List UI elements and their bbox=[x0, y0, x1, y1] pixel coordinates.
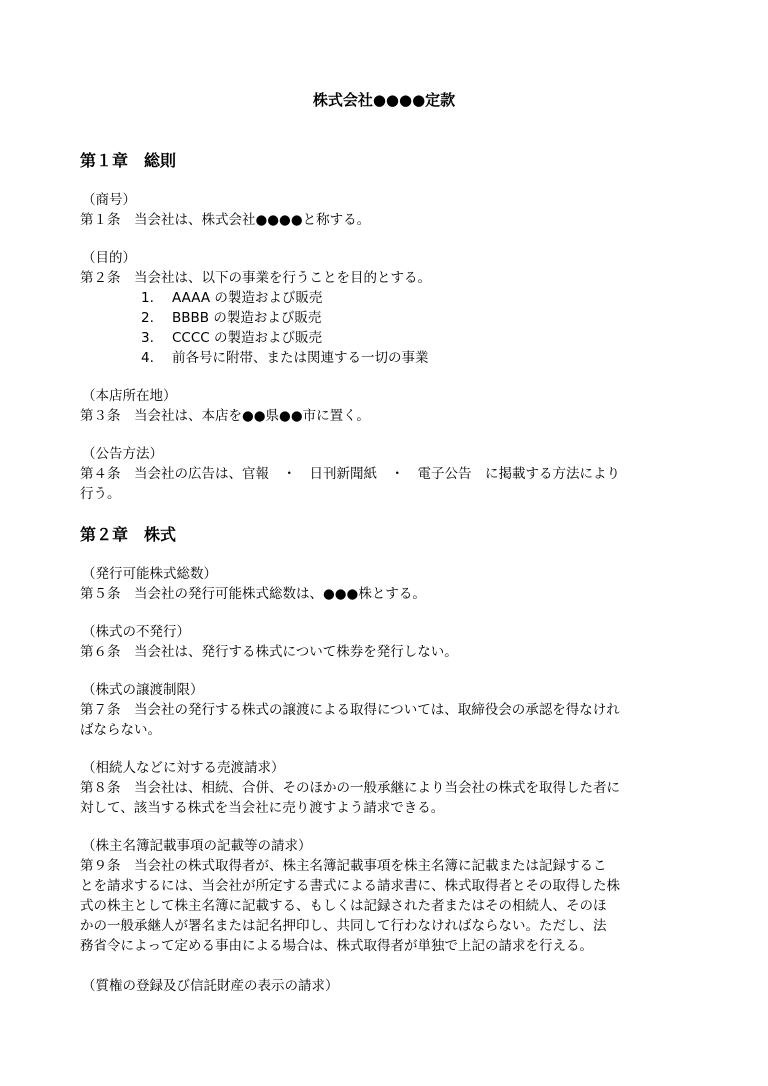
article-9-text-line: 式の株主として株主名簿に記載する、もしくは記録された者またはその相続人、そのほ bbox=[80, 898, 607, 914]
article-5-heading: （発行可能株式総数） bbox=[82, 566, 217, 582]
article-2-item bbox=[141, 308, 321, 328]
article-9-heading: （株主名簿記載事項の記載等の請求） bbox=[82, 838, 312, 854]
article-1-heading: （商号） bbox=[82, 192, 136, 208]
article-6-heading: （株式の不発行） bbox=[82, 624, 190, 640]
article-7-text-line: ばならない。 bbox=[80, 722, 161, 738]
article-3-text: 第３条 当会社は、本店を●●県●●市に置く。 bbox=[80, 408, 370, 424]
article-2-item-number: 1. bbox=[141, 290, 154, 306]
article-9-text-line: 第９条 当会社の株式取得者が、株主名簿記載事項を株主名簿に記載または記録するこ bbox=[80, 858, 607, 874]
article-8-text-line: 第８条 当会社は、相続、合併、そのほかの一般承継により当会社の株式を取得した者に bbox=[80, 780, 620, 796]
article-6-text: 第６条 当会社は、発行する株式について株券を発行しない。 bbox=[80, 644, 458, 660]
article-2-item bbox=[141, 288, 322, 308]
article-1-text: 第１条 当会社は、株式会社●●●●と称する。 bbox=[80, 212, 371, 228]
article-2-item-number: 3. bbox=[141, 330, 154, 346]
article-9-text-line: 務省令によって定める事由による場合は、株式取得者が単独で上記の請求を行える。 bbox=[80, 938, 593, 954]
article-2-item-text: 前各号に附帯、または関連する一切の事業 bbox=[172, 350, 429, 366]
article-3-heading: （本店所在地） bbox=[82, 388, 177, 404]
article-5-text: 第５条 当会社の発行可能株式総数は、●●●株とする。 bbox=[80, 586, 426, 602]
article-2-item-number: 4. bbox=[141, 350, 154, 366]
article-2-item-text: CCCC の製造および販売 bbox=[172, 330, 322, 346]
article-7-text-line: 第７条 当会社の発行する株式の譲渡による取得については、取締役会の承認を得なけれ bbox=[80, 702, 620, 718]
article-2-item bbox=[141, 348, 429, 368]
article-2-item bbox=[141, 328, 322, 348]
article-8-heading: （相続人などに対する売渡請求） bbox=[82, 760, 285, 776]
chapter-2-title: 第２章 株式 bbox=[80, 525, 177, 544]
article-8-text-line: 対して、該当する株式を当会社に売り渡すよう請求できる。 bbox=[80, 800, 445, 816]
article-10-heading: （質権の登録及び信託財産の表示の請求） bbox=[82, 978, 339, 994]
article-2-item-text: BBBB の製造および販売 bbox=[172, 310, 322, 326]
article-2-heading: （目的） bbox=[82, 250, 136, 266]
article-9-text-line: とを請求するには、当会社が所定する書式による請求書に、株式取得者とその取得した株 bbox=[80, 878, 620, 894]
article-7-heading: （株式の譲渡制限） bbox=[82, 682, 204, 698]
document-title: 株式会社●●●●定款 bbox=[312, 91, 456, 109]
article-2-text: 第２条 当会社は、以下の事業を行うことを目的とする。 bbox=[80, 270, 431, 286]
article-4-heading: （公告方法） bbox=[82, 446, 163, 462]
article-4-text-line: 第４条 当会社の広告は、官報 ・ 日刊新聞紙 ・ 電子公告 に掲載する方法により bbox=[80, 466, 620, 482]
chapter-1-title: 第１章 総則 bbox=[80, 151, 177, 170]
article-2-item-text: AAAA の製造および販売 bbox=[172, 290, 323, 306]
article-4-text-line: 行う。 bbox=[80, 486, 121, 502]
article-2-item-number: 2. bbox=[141, 310, 154, 326]
article-9-text-line: かの一般承継人が署名または記名押印し、共同して行わなければならない。ただし、法 bbox=[80, 918, 607, 934]
